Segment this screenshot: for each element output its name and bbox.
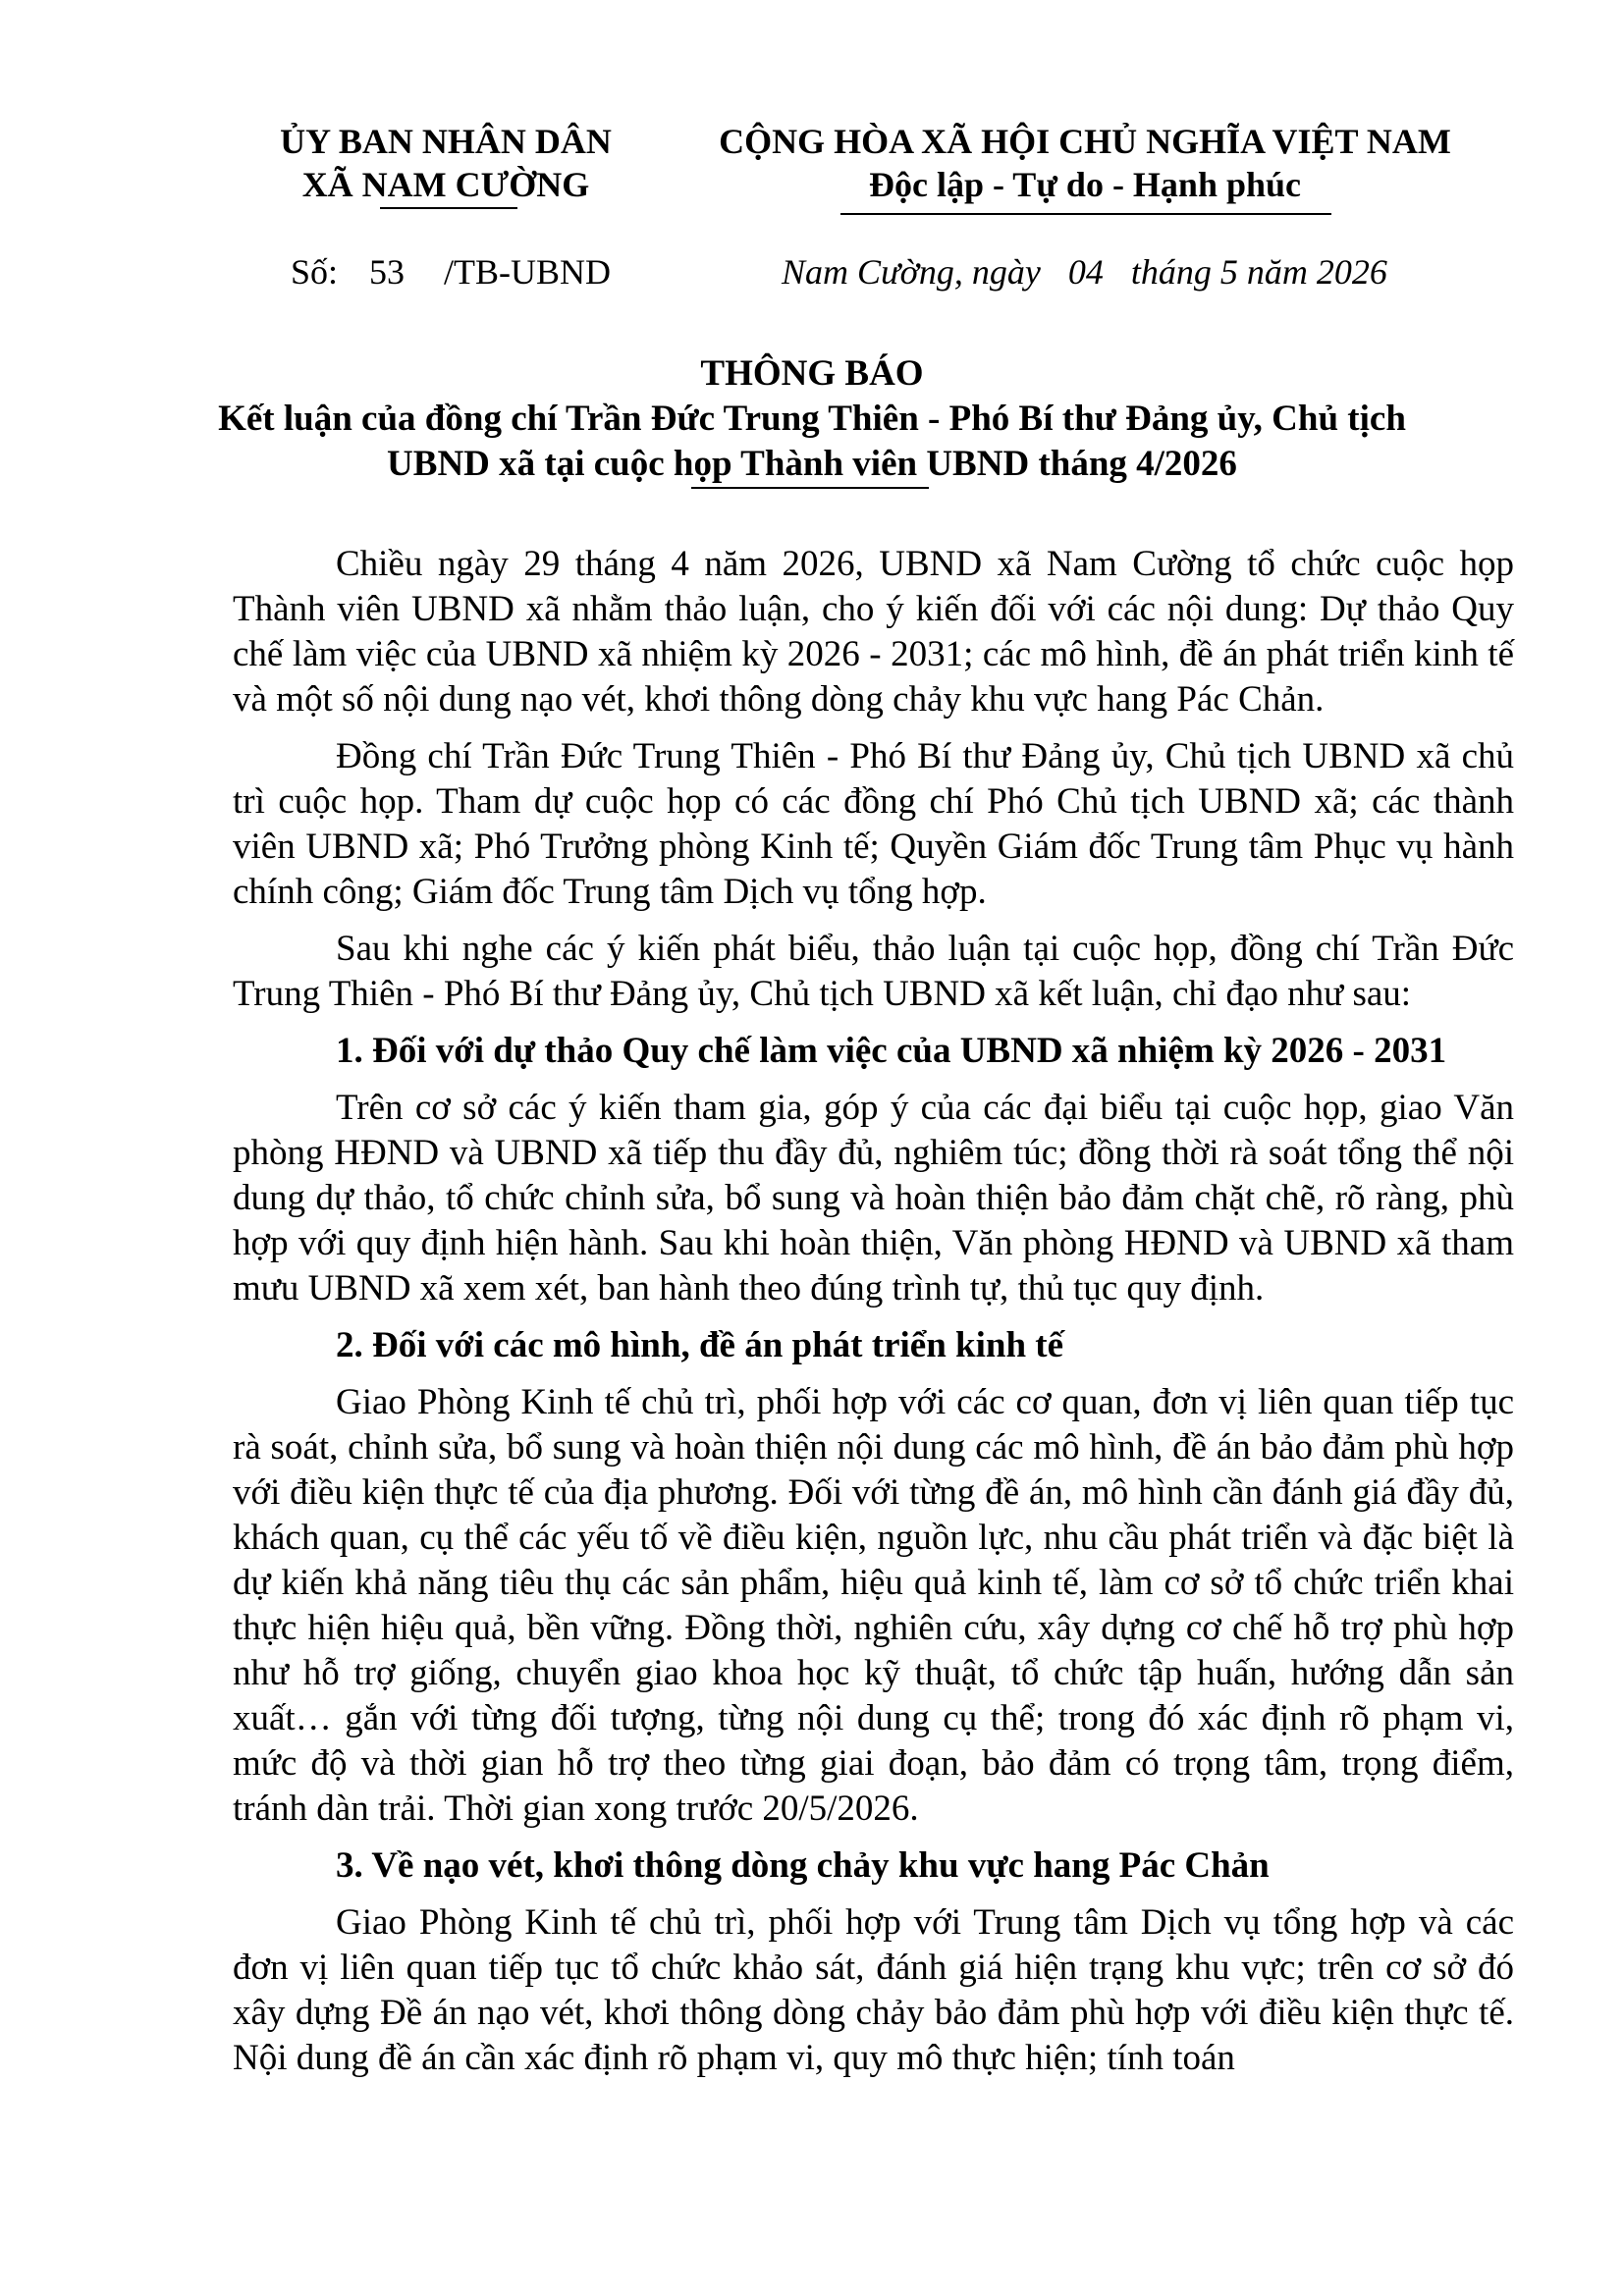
motto-underline (840, 213, 1331, 215)
section-heading-1: 1. Đối với dự thảo Quy chế làm việc của UBND xã nhiệm kỳ 2026 - 2031 (336, 1031, 1447, 1071)
doc-number-suffix: /TB-UBND (444, 252, 612, 292)
paragraph-intro: Chiều ngày 29 tháng 4 năm 2026, UBND xã Nam Cường tổ chức cuộc họp Thành viên UBND xã nhằm thảo luận, cho ý kiến đối với các nội dung: Dự thảo Quy chế làm việc của UBND xã nhiệm kỳ 2026 - 2031; các mô hình, đề án phát triển kinh tế và một số nội dung nạo vét, khơi thông dòng chảy khu vực hang Pác Chản. (233, 544, 1514, 720)
date-day: 04 (1067, 252, 1104, 292)
subtitle-line1: Kết luận của đồng chí Trần Đức Trung Thiên - Phó Bí thư Đảng ủy, Chủ tịch (218, 399, 1406, 439)
document-subtitle (157, 397, 1467, 487)
paragraph-section-3: Giao Phòng Kinh tế chủ trì, phối hợp với Trung tâm Dịch vụ tổng hợp và các đơn vị liên quan tiếp tục tổ chức khảo sát, đánh giá hiện trạng khu vực; trên cơ sở đó xây dựng Đề án nạo vét, khơi thông dòng chảy bảo đảm phù hợp với điều kiện thực tế. Nội dung đề án cần xác định rõ phạm vi, quy mô thực hiện; tính toán (233, 1902, 1514, 2078)
subtitle-line2: UBND xã tại cuộc họp Thành viên UBND tháng 4/2026 (387, 444, 1237, 484)
agency-name-line1: ỦY BAN NHÂN DÂN (280, 122, 612, 161)
document-body (233, 542, 1514, 2093)
national-motto: Độc lập - Tự do - Hạnh phúc (868, 165, 1302, 204)
document-number (291, 250, 611, 294)
section-heading-3: 3. Về nạo vét, khơi thông dòng chảy khu vực hang Pác Chản (336, 1845, 1270, 1886)
title-underline (691, 487, 929, 489)
doc-number-prefix: Số: (291, 252, 339, 292)
issue-date (782, 250, 1387, 294)
date-month-year: tháng 5 năm 2026 (1130, 252, 1387, 292)
paragraph-attendees: Đồng chí Trần Đức Trung Thiên - Phó Bí thư Đảng ủy, Chủ tịch UBND xã chủ trì cuộc họp. Tham dự cuộc họp có các đồng chí Phó Chủ tịch UBND xã; các thành viên UBND xã; Phó Trưởng phòng Kinh tế; Quyền Giám đốc Trung tâm Phục vụ hành chính công; Giám đốc Trung tâm Dịch vụ tổng hợp. (233, 736, 1514, 912)
country-name: CỘNG HÒA XÃ HỘI CHỦ NGHĨA VIỆT NAM (719, 122, 1451, 161)
paragraph-section-1: Trên cơ sở các ý kiến tham gia, góp ý của các đại biểu tại cuộc họp, giao Văn phòng HĐND và UBND xã tiếp thu đầy đủ, nghiêm túc; đồng thời rà soát tổng thể nội dung dự thảo, tổ chức chỉnh sửa, bổ sung và hoàn thiện bảo đảm chặt chẽ, rõ ràng, phù hợp với quy định hiện hành. Sau khi hoàn thiện, Văn phòng HĐND và UBND xã tham mưu UBND xã xem xét, ban hành theo đúng trình tự, thủ tục quy định. (233, 1088, 1514, 1308)
document-title: THÔNG BÁO (700, 353, 924, 394)
paragraph-section-2: Giao Phòng Kinh tế chủ trì, phối hợp với các cơ quan, đơn vị liên quan tiếp tục rà soát, chỉnh sửa, bổ sung và hoàn thiện nội dung các mô hình, đề án bảo đảm phù hợp với điều kiện thực tế của địa phương. Đối với từng đề án, mô hình cần đánh giá đầy đủ, khách quan, cụ thể các yếu tố về điều kiện, nguồn lực, nhu cầu phát triển và đặc biệt là dự kiến khả năng tiêu thụ các sản phẩm, hiệu quả kinh tế, làm cơ sở tổ chức triển khai thực hiện hiệu quả, bền vững. Đồng thời, nghiên cứu, xây dựng cơ chế hỗ trợ phù hợp như hỗ trợ giống, chuyển giao khoa học kỹ thuật, tổ chức tập huấn, hướng dẫn sản xuất… gắn với từng đối tượng, từng nội dung cụ thể; trong đó xác định rõ phạm vi, mức độ và thời gian hỗ trợ theo từng giai đoạn, bảo đảm có trọng tâm, trọng điểm, tránh dàn trải. Thời gian xong trước 20/5/2026. (233, 1382, 1514, 1829)
national-header (677, 120, 1492, 206)
section-heading-2: 2. Đối với các mô hình, đề án phát triển kinh tế (336, 1325, 1064, 1365)
doc-number-value: 53 (369, 252, 406, 292)
date-place: Nam Cường, ngày (782, 252, 1041, 292)
paragraph-conclusion-lead: Sau khi nghe các ý kiến phát biểu, thảo luận tại cuộc họp, đồng chí Trần Đức Trung Thiên - Phó Bí thư Đảng ủy, Chủ tịch UBND xã kết luận, chỉ đạo như sau: (233, 929, 1514, 1014)
agency-underline (380, 207, 517, 209)
issuing-agency (244, 120, 648, 206)
agency-name-line2: XÃ NAM CƯỜNG (301, 165, 590, 204)
